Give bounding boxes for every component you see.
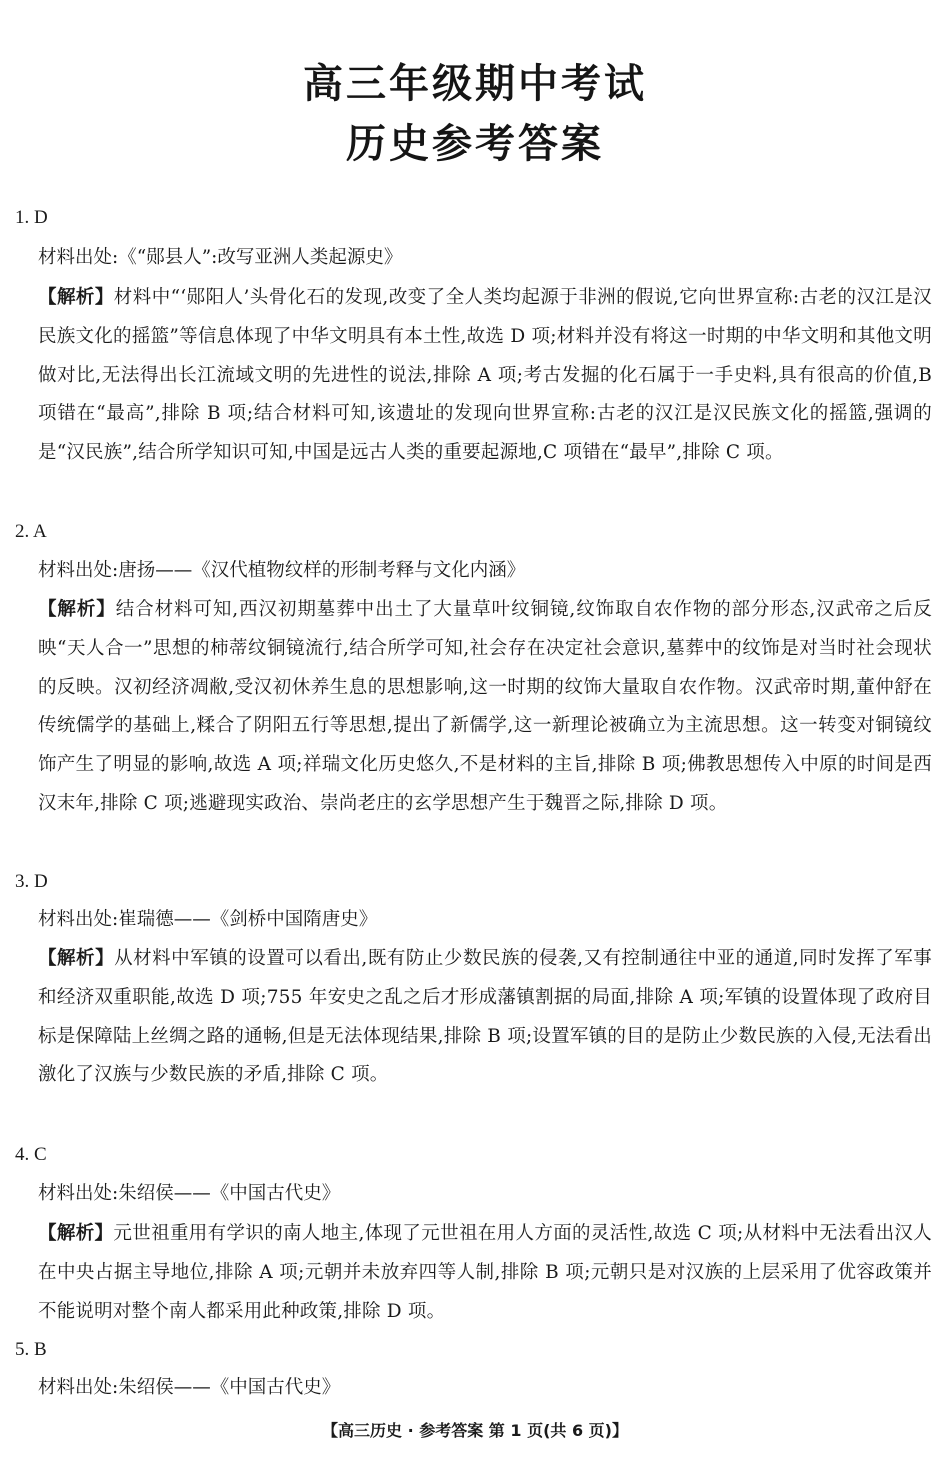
material-source: 材料出处:《“郧县人”:改写亚洲人类起源史》 [38, 247, 403, 268]
material-source: 材料出处:朱绍侯——《中国古代史》 [38, 1183, 341, 1204]
question-number: 4. C [15, 1144, 47, 1165]
page-footer: 【高三历史 · 参考答案 第 1 页(共 6 页)】 [322, 1421, 628, 1440]
analysis-tag: 【解析】 [38, 599, 116, 620]
analysis-paragraph [38, 1215, 932, 1331]
question-number: 1. D [15, 207, 48, 228]
analysis-text: 从材料中军镇的设置可以看出,既有防止少数民族的侵袭,又有控制通往中亚的通道,同时发挥了军事和经济双重职能,故选 D 项;755 年安史之乱之后才形成藩镇割据的局面,排除 A 项;军镇的设置体现了政府目标是保障陆上丝绸之路的通畅,但是无法体现结果,排除 B 项;设置军镇的目的是防止少数民族的入侵,无法看出激化了汉族与少数民族的矛盾,排除 C 项。 [38, 948, 932, 1086]
material-source: 材料出处:崔瑞德——《剑桥中国隋唐史》 [38, 909, 378, 930]
analysis-tag: 【解析】 [38, 948, 115, 969]
analysis-paragraph [38, 591, 932, 824]
question-number: 2. A [15, 521, 47, 542]
question-number: 5. B [15, 1339, 47, 1360]
document-subtitle: 历史参考答案 [346, 121, 604, 167]
document-title: 高三年级期中考试 [303, 61, 647, 107]
analysis-text: 元世祖重用有学识的南人地主,体现了元世祖在用人方面的灵活性,故选 C 项;从材料中无法看出汉人在中央占据主导地位,排除 A 项;元朝并未放弃四等人制,排除 B 项;元朝只是对汉族的上层采用了优容政策并不能说明对整个南人都采用此种政策,排除 D 项。 [38, 1223, 932, 1322]
analysis-tag: 【解析】 [38, 1223, 114, 1244]
material-source: 材料出处:唐扬——《汉代植物纹样的形制考释与文化内涵》 [38, 560, 526, 581]
material-source: 材料出处:朱绍侯——《中国古代史》 [38, 1377, 341, 1398]
analysis-tag: 【解析】 [38, 287, 114, 308]
question-number: 3. D [15, 871, 48, 892]
analysis-paragraph [38, 940, 932, 1095]
analysis-text: 结合材料可知,西汉初期墓葬中出土了大量草叶纹铜镜,纹饰取自农作物的部分形态,汉武帝之后反映“天人合一”思想的柿蒂纹铜镜流行,结合所学可知,社会存在决定社会意识,墓葬中的纹饰是对当时社会现状的反映。汉初经济凋敝,受汉初休养生息的思想影响,这一时期的纹饰大量取自农作物。汉武帝时期,董仲舒在传统儒学的基础上,糅合了阴阳五行等思想,提出了新儒学,这一新理论被确立为主流思想。这一转变对铜镜纹饰产生了明显的影响,故选 A 项;祥瑞文化历史悠久,不是材料的主旨,排除 B 项;佛教思想传入中原的时间是西汉末年,排除 C 项;逃避现实政治、崇尚老庄的玄学思想产生于魏晋之际,排除 D 项。 [38, 599, 932, 814]
analysis-text: 材料中“‘郧阳人’头骨化石的发现,改变了全人类均起源于非洲的假说,它向世界宣称:古老的汉江是汉民族文化的摇篮”等信息体现了中华文明具有本土性,故选 D 项;材料并没有将这一时期的中华文明和其他文明做对比,无法得出长江流域文明的先进性的说法,排除 A 项;考古发掘的化石属于一手史料,具有很高的价值,B 项错在“最高”,排除 B 项;结合材料可知,该遗址的发现向世界宣称:古老的汉江是汉民族文化的摇篮,强调的是“汉民族”,结合所学知识可知,中国是远古人类的重要起源地,C 项错在“最早”,排除 C 项。 [38, 287, 932, 464]
analysis-paragraph [38, 279, 932, 473]
